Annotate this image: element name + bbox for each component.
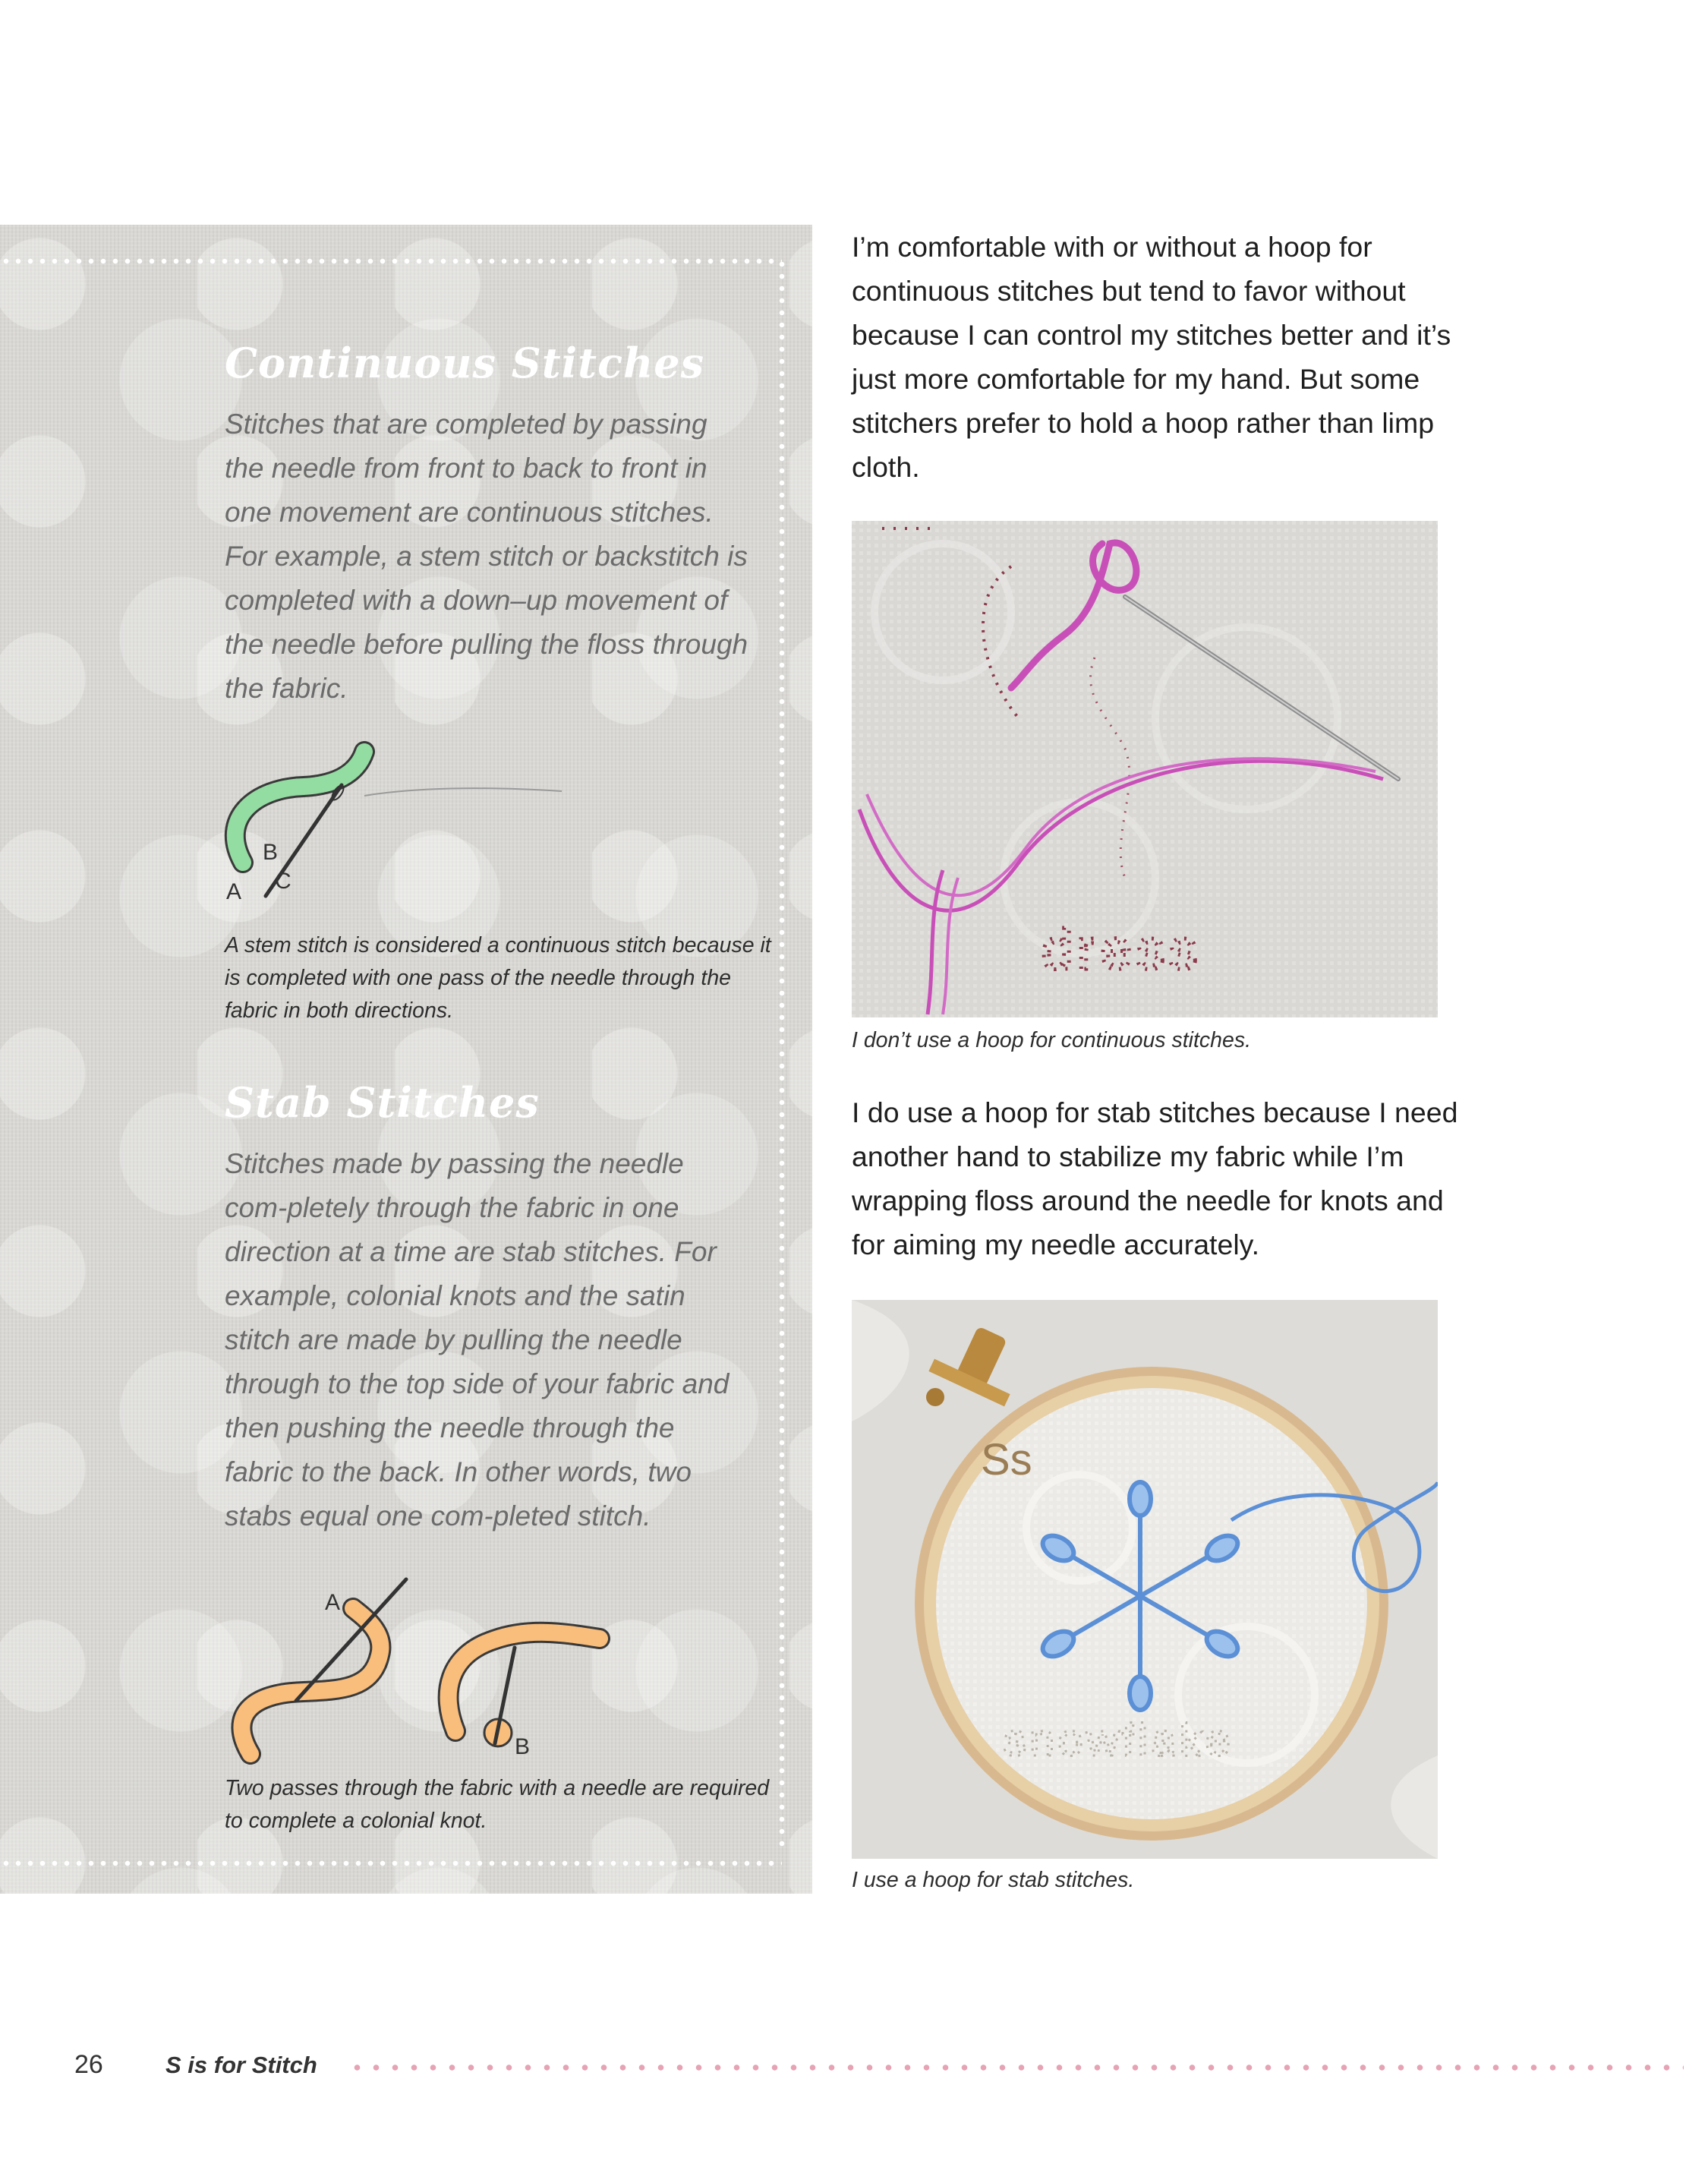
knot-label-a: A <box>325 1590 341 1615</box>
stitched-word-dress: dress <box>1042 918 1202 981</box>
thread-line <box>364 788 562 796</box>
stem-label-b: B <box>263 840 279 865</box>
continuous-stitches-heading: Continuous Stitches <box>225 339 705 387</box>
photo-with-hoop <box>852 1300 1438 1859</box>
colonial-knot-diagram <box>220 1564 630 1784</box>
stab-stitches-heading: Stab Stitches <box>225 1078 540 1127</box>
photo-with-hoop-caption: I use a hoop for stab stitches. <box>852 1868 1135 1892</box>
stem-label-a: A <box>226 879 242 904</box>
photo-no-hoop <box>852 521 1438 1017</box>
knot-step-two <box>449 1632 600 1759</box>
sidebar-dotted-border-top <box>0 258 782 264</box>
sidebar-dotted-border-bottom <box>0 1860 782 1866</box>
sidebar-dotted-border-right <box>779 258 785 1853</box>
stem-label-c: C <box>275 869 291 894</box>
stitched-word-snowflake: snowflake <box>1004 1714 1234 1765</box>
stitched-letters-ss: Ss <box>981 1435 1032 1484</box>
photo-no-hoop-caption: I don’t use a hoop for continuous stitches. <box>852 1028 1251 1052</box>
knot-label-b: B <box>515 1734 531 1759</box>
hoop-paragraph-2: I do use a hoop for stab stitches because I need another hand to stabilize my fabric while I’m wrapping floss around the needle for knots and for aiming my needle accurately. <box>852 1096 1458 1260</box>
book-title: S is for Stitch <box>165 2052 317 2078</box>
photo-no-hoop-illustration <box>852 521 1438 1017</box>
stem-stitch-diagram <box>213 737 577 926</box>
photo-with-hoop-illustration <box>852 1300 1438 1859</box>
hoop-paragraph-1: I’m comfortable with or without a hoop for continuous stitches but tend to favor without because I can control my stitches better and it’s just more comfortable for my hand. But some stitchers prefer to hold a hoop rather than limp cloth. <box>852 231 1451 483</box>
stem-stitch-caption: A stem stitch is considered a continuous stitch because it is completed with one pass of the needle through the fabric in both directions. <box>225 933 771 1023</box>
footer-dotted-rule <box>348 2064 1684 2071</box>
knot-step-one <box>241 1579 406 1754</box>
stab-stitches-body: Stitches made by passing the needle com-pletely through the fabric in one direction at a time are stab stitches. For example, colonial knots and the satin stitch are made by pulling the needle through to the top side of your fabric and then pushing the needle through the fabric to the back. In other words, two stabs equal one com-pleted stitch. <box>225 1148 730 1532</box>
page-number: 26 <box>74 2050 103 2079</box>
continuous-stitches-body: Stitches that are completed by passing the needle from front to back to front in one movement are continuous stitches. For example, a stem stitch or backstitch is completed with a down–up movement of the needle before pulling the floss through the fabric. <box>225 409 748 704</box>
colonial-knot-caption: Two passes through the fabric with a needle are required to complete a colonial knot. <box>225 1776 770 1833</box>
